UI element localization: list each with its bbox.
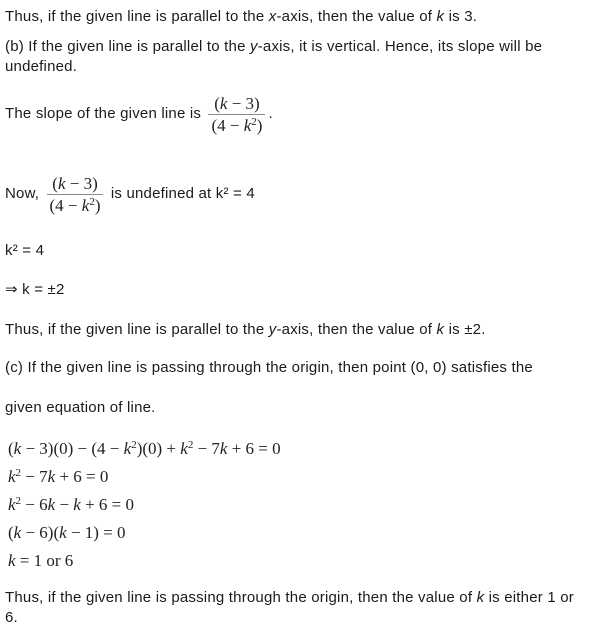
superscript: 2 — [251, 115, 257, 128]
equation-substituted — [8, 435, 602, 463]
text-segment: (4 − — [49, 195, 82, 215]
text-segment: k — [123, 439, 132, 458]
text-segment: − 3)(0) − (4 − — [21, 439, 124, 458]
text-segment: is either 1 or — [484, 589, 574, 606]
text-segment: k — [180, 439, 188, 458]
text-segment: y — [268, 321, 277, 338]
text-segment: k — [81, 195, 90, 215]
text-segment: k — [73, 495, 81, 514]
superscript: 2 — [187, 439, 194, 451]
para-b-line1 — [5, 37, 602, 57]
text-segment: Thus, if the given line is passing through the origin, then the value of — [5, 589, 477, 606]
equation-k-plus-minus-2: ⇒ k = ±2 — [5, 281, 65, 298]
text-segment: k — [13, 439, 22, 458]
text-segment: k — [57, 173, 66, 193]
text-segment: is ±2. — [444, 321, 486, 338]
text-segment: − 1) = 0 — [66, 523, 126, 542]
text-segment: ( — [8, 523, 14, 542]
equation-k-squared: k² = 4 — [5, 242, 45, 259]
superscript: 2 — [89, 195, 95, 208]
fraction-numerator — [47, 173, 104, 195]
text-segment: k — [8, 495, 16, 514]
equation-roots — [8, 547, 602, 575]
text-segment: -axis, then the value of — [276, 321, 437, 338]
text-segment: is undefined at k² = 4 — [106, 185, 255, 202]
text-segment: The slope of the given line is — [5, 105, 206, 122]
text-segment: . — [268, 105, 273, 122]
equation-quadratic — [8, 463, 602, 491]
text-segment: − 3) — [227, 93, 260, 113]
equation-split-middle-term — [8, 491, 602, 519]
superscript: 2 — [15, 467, 22, 479]
text-segment: ( — [214, 93, 220, 113]
fraction-numerator — [208, 93, 265, 115]
superscript: 2 — [131, 439, 137, 451]
text-segment: k — [59, 523, 67, 542]
equation-factored — [8, 519, 602, 547]
text-segment: − 7 — [21, 467, 48, 486]
text-segment: − 3) — [65, 173, 98, 193]
text-segment: ) — [256, 115, 263, 135]
para-final-line1 — [5, 588, 602, 608]
text-segment: + 6 = 0 — [227, 439, 281, 458]
text-segment: k — [47, 467, 56, 486]
text-segment: x — [268, 8, 277, 25]
para-c-line1: (c) If the given line is passing through the origin, then point (0, 0) satisfies the — [5, 359, 533, 376]
text-segment: -axis, then the value of — [276, 8, 437, 25]
text-segment: k — [436, 321, 445, 338]
text-segment: + 6 = 0 — [55, 467, 109, 486]
fraction-denominator — [208, 115, 265, 136]
para-a-conclusion — [5, 7, 602, 27]
text-segment: − 6 — [21, 495, 48, 514]
text-segment: = 1 or 6 — [15, 551, 74, 570]
text-segment: k — [8, 551, 16, 570]
text-segment: k — [47, 495, 56, 514]
now-statement — [5, 168, 602, 220]
text-segment: -axis, it is vertical. Hence, its slope will be — [257, 38, 543, 55]
para-c-line2: given equation of line. — [5, 399, 156, 416]
text-segment: Thus, if the given line is parallel to the — [5, 8, 269, 25]
para-b-conclusion — [5, 320, 602, 340]
para-final-line2: 6. — [5, 609, 18, 626]
equation-block — [5, 435, 602, 575]
text-segment: k — [243, 115, 252, 135]
text-segment: k — [13, 523, 22, 542]
superscript: 2 — [15, 495, 22, 507]
text-segment: is 3. — [444, 8, 478, 25]
text-segment: k — [436, 8, 445, 25]
text-segment: (b) If the given line is parallel to the — [5, 38, 250, 55]
text-segment: ( — [52, 173, 58, 193]
text-segment: k — [8, 467, 16, 486]
text-segment: (4 − — [211, 115, 244, 135]
inline-fraction — [208, 93, 265, 136]
text-segment: Thus, if the given line is parallel to the — [5, 321, 269, 338]
para-b-line2: undefined. — [5, 58, 78, 75]
text-segment: Now, — [5, 185, 44, 202]
slope-statement — [5, 88, 602, 140]
text-segment: k — [219, 439, 228, 458]
text-segment: )(0) + — [136, 439, 181, 458]
text-segment: ) — [94, 195, 101, 215]
text-segment: y — [250, 38, 258, 55]
text-segment: k — [476, 589, 485, 606]
text-segment: k — [219, 93, 228, 113]
text-segment: ( — [8, 439, 14, 458]
fraction-denominator — [47, 195, 104, 216]
text-segment: − — [55, 495, 74, 514]
text-segment: − 7 — [193, 439, 220, 458]
text-segment: + 6 = 0 — [80, 495, 135, 514]
inline-fraction — [47, 173, 104, 216]
text-segment: − 6)( — [21, 523, 60, 542]
